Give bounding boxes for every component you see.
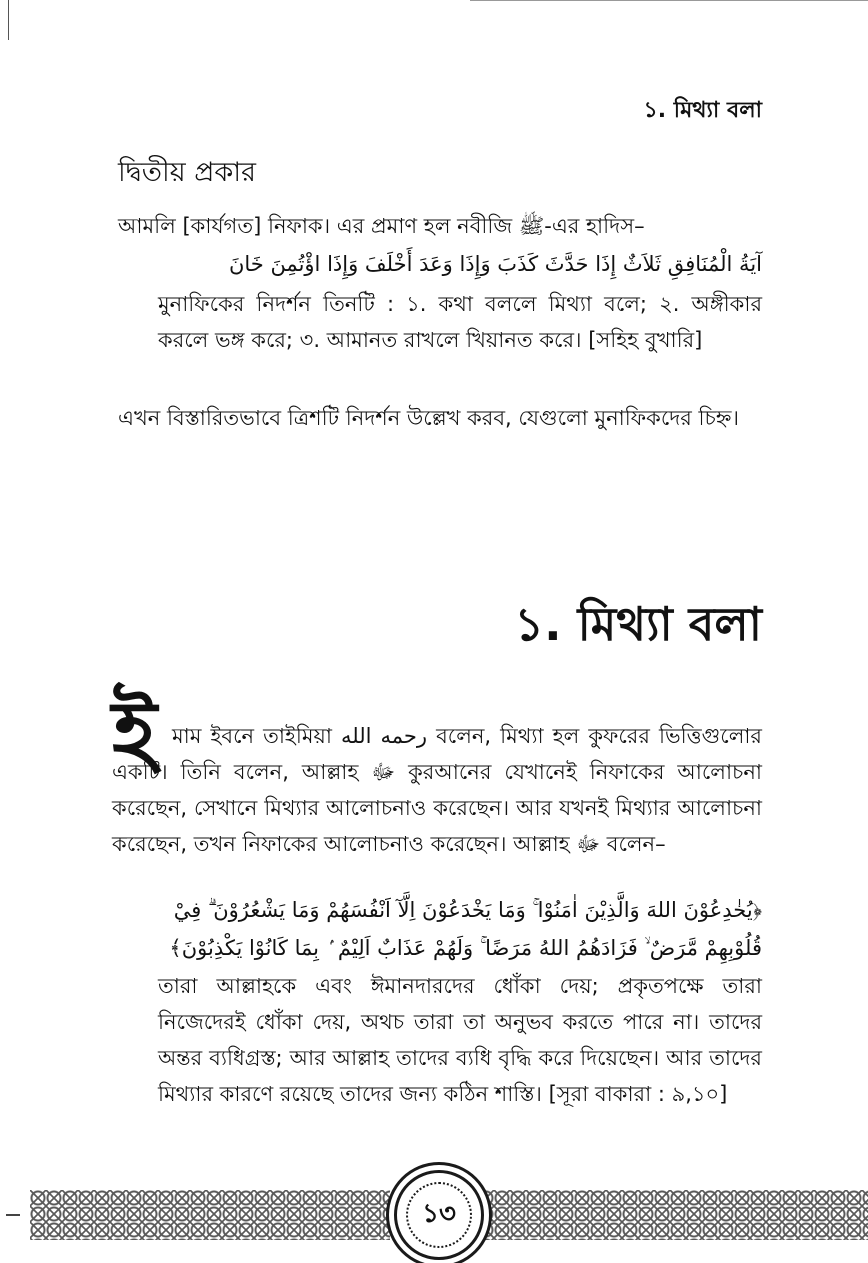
hadith-translation: মুনাফিকের নিদর্শন তিনটি : ১. কথা বললে মিথ্যা বলে; ২. অঙ্গীকার করলে ভঙ্গ করে; ৩. আমানত রাখলে খিয়ানত করে। [সহিহ বুখারি] [158,292,762,352]
section-subtitle: দ্বিতীয় প্রকার [118,157,256,188]
hadith-arabic: آيَةُ الْمُنَافِقِ ثَلاَثٌ إِذَا حَدَّثَ كَذَبَ وَإِذَا وَعَدَ أَخْلَفَ وَإِذَا اؤْتُمِنَ خَانَ [228,252,762,276]
chapter-title: ১. মিথ্যা বলা [514,597,762,651]
chapter-paragraph [112,718,762,862]
chapter-paragraph-text: মাম ইবনে তাইমিয়া رحمه الله বলেন, মিথ্যা হল কুফরের ভিত্তিগুলোর একটি। তিনি বলেন, আল্লাহ ﷻ কুরআনের যেখানেই নিফাকের আলোচনা করেছেন, সেখানে মিথ্যার আলোচনাও করেছেন। আর যখনই মিথ্যার আলোচনা করেছেন, তখন নিফাকের আলোচনাও করেছেন। আল্লাহ ﷻ বলেন– [112,724,762,856]
page-number: ১৩ [406,1182,472,1248]
footer-ornament-right [478,1190,868,1240]
ayah-translation: তারা আল্লাহকে এবং ঈমানদারদের ধোঁকা দেয়; প্রকৃতপক্ষে তারা নিজেদেরই ধোঁকা দেয়, অথচ তারা তা অনুভব করতে পারে না। তাদের অন্তর ব্যধিগ্রস্ত; আর আল্লাহ তাদের ব্যধি বৃদ্ধি করে দিয়েছেন। আর তাদের মিথ্যার কারণে রয়েছে তাদের জন্য কঠিন শাস্তি। [সূরা বাকারা : ৯,১০] [158,974,762,1106]
page-top-edge [470,0,868,1]
drop-cap: ই [112,683,157,783]
ayah-line-1: ﴿يُخٰدِعُوْنَ اللهَ وَالَّذِيْنَ اٰمَنُوْا ۚ وَمَا يَخْدَعُوْنَ اِلَّآ اَنْفُسَهُمْ وَمَا يَشْعُرُوْنَ ۗ فِيْ [173,898,762,922]
running-header: ১. মিথ্যা বলা [643,98,762,123]
footer-ornament-left [30,1190,390,1240]
ayah-line-2: قُلُوْبِهِمْ مَّرَضٌ ۙ فَزَادَهُمُ اللهُ مَرَضًا ۚ وَلَهُمْ عَذَابٌ اَلِيْمٌ ۢ بِمَا كَانُوْا يَكْذِبُوْنَ﴾ [169,936,762,960]
closing-paragraph: এখন বিস্তারিতভাবে ত্রিশটি নিদর্শন উল্লেখ করব, যেগুলো মুনাফিকদের চিহ্ন। [118,406,739,430]
intro-paragraph: আমলি [কার্যগত] নিফাক। এর প্রমাণ হল নবীজি ﷺ-এর হাদিস– [118,214,645,238]
page-number-badge [394,1170,484,1260]
margin-tick [6,1214,20,1216]
page-edge-mark [8,0,9,40]
